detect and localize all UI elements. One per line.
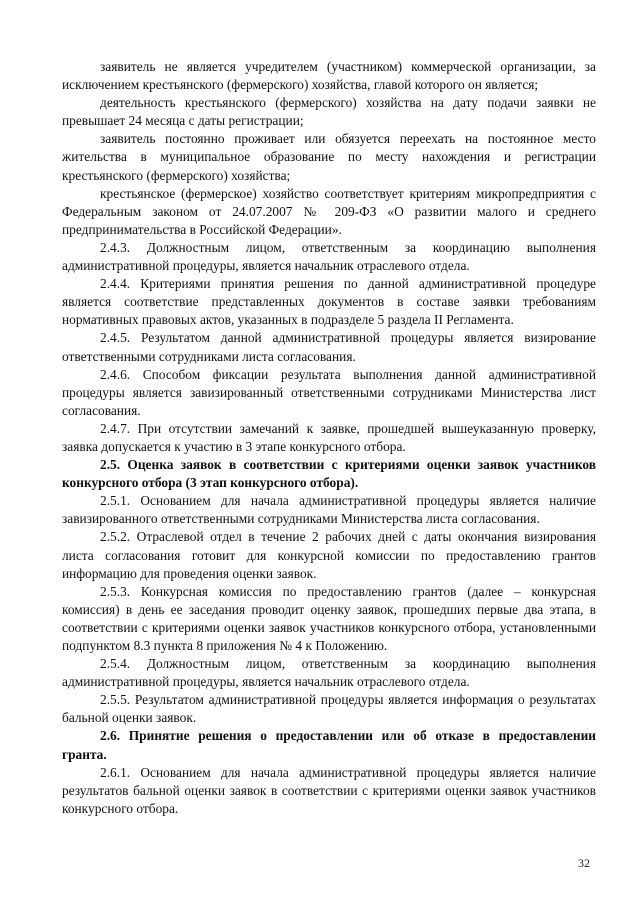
paragraph-applicant-not-founder: заявитель не является учредителем (участником) коммерческой организации, за исключением крестьянского (фермерского) хозяйства, главой которого он является;: [62, 59, 596, 93]
paragraph-applicant-residence: заявитель постоянно проживает или обязуется переехать на постоянное место жительства в муниципальное образование по месту нахождения и регистрации крестьянского (фермерского) хозяйства;: [62, 131, 596, 183]
page-number: 32: [578, 856, 590, 870]
paragraph-farm-activity-duration: деятельность крестьянского (фермерского) хозяйства на дату подачи заявки не превышает 24 месяца с даты регистрации;: [62, 95, 596, 129]
paragraph-2-5-5: 2.5.5. Результатом административной процедуры является информация о результатах бальной оценки заявок.: [62, 692, 596, 726]
section-heading-2-6: 2.6. Принятие решения о предоставлении или об отказе в предоставлении гранта.: [62, 728, 596, 762]
paragraph-microenterprise-criteria: крестьянское (фермерское) хозяйство соответствует критериям микропредприятия с Федеральным законом от 24.07.2007 № 209-ФЗ «О развитии малого и среднего предпринимательства в Российской Федерации».: [62, 185, 596, 237]
paragraph-2-4-7: 2.4.7. При отсутствии замечаний к заявке, прошедшей вышеуказанную проверку, заявка допускается к участию в 3 этапе конкурсного отбора.: [62, 420, 596, 454]
paragraph-2-4-4: 2.4.4. Критериями принятия решения по данной административной процедуре является соответствие представленных документов в составе заявки требованиям нормативных правовых актов, указанных в подразделе 5 раздела II Регламента.: [62, 276, 596, 328]
section-heading-2-5: 2.5. Оценка заявок в соответствии с критериями оценки заявок участников конкурсного отбора (3 этап конкурсного отбора).: [62, 457, 596, 491]
paragraph-2-4-3: 2.4.3. Должностным лицом, ответственным за координацию выполнения административной процедуры, является начальник отраслевого отдела.: [62, 239, 596, 274]
paragraph-2-4-6: 2.4.6. Способом фиксации результата выполнения данной административной процедуры является завизированный ответственными сотрудниками Министерства лист согласования.: [62, 366, 596, 418]
paragraph-2-5-3: 2.5.3. Конкурсная комиссия по предоставлению грантов (далее – конкурсная комиссия) в день ее заседания проводит оценку заявок, прошедших первые два этапа, в соответствии с критериями оценки заявок участников конкурсного отбора, установленными подпунктом 8.3 пункта 8 приложения № 4 к Положению.: [62, 583, 596, 653]
paragraph-2-5-2: 2.5.2. Отраслевой отдел в течение 2 рабочих дней с даты окончания визирования листа согласования готовит для конкурсной комиссии по предоставлению грантов информацию для проведения оценки заявок.: [62, 529, 596, 581]
paragraph-2-6-1: 2.6.1. Основанием для начала административной процедуры является наличие результатов бальной оценки заявок в соответствии с критериями оценки заявок участников конкурсного отбора.: [62, 764, 596, 816]
paragraph-2-4-5: 2.4.5. Результатом данной административной процедуры является визирование ответственными сотрудниками листа согласования.: [62, 330, 596, 364]
paragraph-2-5-1: 2.5.1. Основанием для начала административной процедуры является наличие завизированного ответственными сотрудниками Министерства листа согласования.: [62, 493, 596, 527]
paragraph-2-5-4: 2.5.4. Должностным лицом, ответственным за координацию выполнения административной процедуры, является начальник отраслевого отдела.: [62, 656, 596, 690]
document-page-body: [62, 58, 596, 818]
